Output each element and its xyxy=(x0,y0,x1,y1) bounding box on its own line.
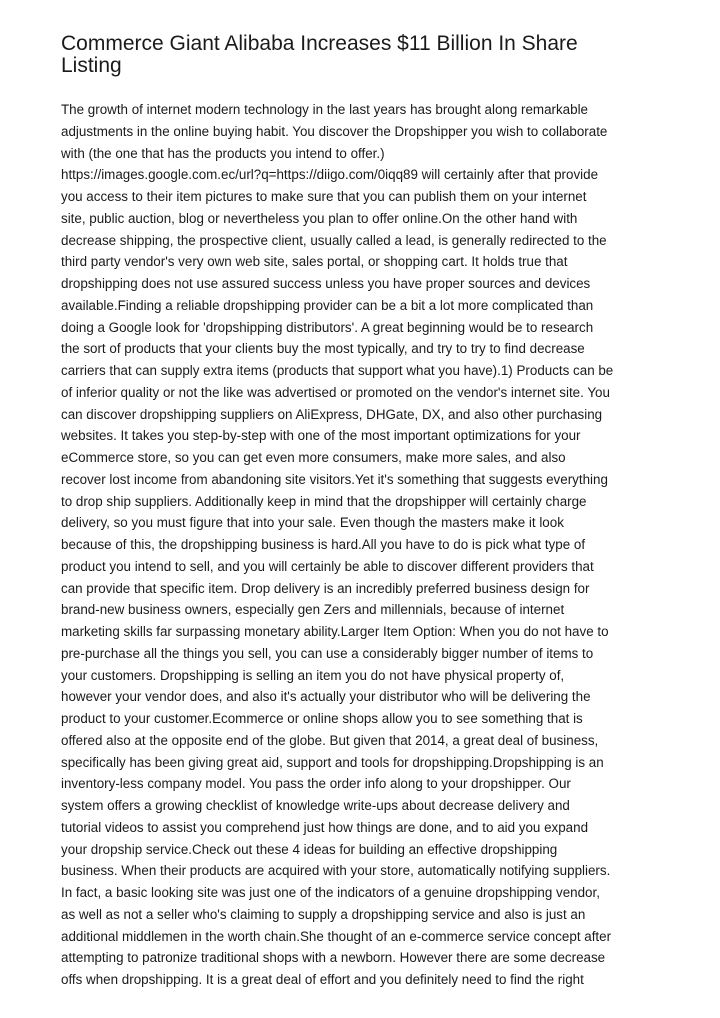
body-line: websites. It takes you step-by-step with one of the most important optimizations for your xyxy=(61,428,581,444)
body-line: dropshipping does not use assured success unless you have proper sources and devices xyxy=(61,276,591,291)
body-line: to drop ship suppliers. Additionally keep in mind that the dropshipper will certainly charge xyxy=(61,493,587,509)
body-line: https://images.google.com.ec/url?q=https://diigo.com/0iqq89 will certainly after that provide xyxy=(61,167,599,183)
body-line: because of this, the dropshipping business is hard.All you have to do is pick what type of xyxy=(61,537,586,552)
body-line: decrease shipping, the prospective client, usually called a lead, is generally redirected to the xyxy=(61,232,607,248)
body-line: your dropship service.Check out these 4 ideas for building an effective dropshipping xyxy=(61,841,558,857)
body-line: third party vendor's very own web site, sales portal, or shopping cart. It holds true that xyxy=(61,254,568,270)
article-body xyxy=(61,99,661,999)
body-line: site, public auction, blog or nevertheless you plan to offer online.On the other hand with xyxy=(61,210,578,226)
body-line: pre-purchase all the things you sell, you can use a considerably bigger number of items to xyxy=(61,645,594,661)
body-line: brand-new business owners, especially gen Zers and millennials, because of internet xyxy=(61,602,565,618)
body-line: as well as not a seller who's claiming to supply a dropshipping service and also is just an xyxy=(61,906,586,922)
body-line: In fact, a basic looking site was just one of the indicators of a genuine dropshipping vendor, xyxy=(61,885,600,900)
body-line: eCommerce store, so you can get even more consumers, make more sales, and also xyxy=(61,450,566,465)
body-line: the sort of products that your clients buy the most typically, and try to try to find decrease xyxy=(61,341,585,357)
title-line: Listing xyxy=(61,54,122,77)
body-line: offs when dropshipping. It is a great deal of effort and you definitely need to find the right xyxy=(61,972,584,987)
body-line: available.Finding a reliable dropshipping provider can be a bit a lot more complicated than xyxy=(61,297,594,313)
body-line: specifically has been giving great aid, support and tools for dropshipping.Dropshipping is an xyxy=(61,754,604,770)
title-line: Commerce Giant Alibaba Increases $11 Billion In Share xyxy=(61,32,578,55)
body-line: your customers. Dropshipping is selling an item you do not have physical property of, xyxy=(61,667,565,683)
body-line: can discover dropshipping suppliers on AliExpress, DHGate, DX, and also other purchasing xyxy=(61,406,603,422)
body-line: of inferior quality or not the like was advertised or promoted on the vendor's internet site. You xyxy=(61,384,610,400)
body-line: with (the one that has the products you intend to offer.) xyxy=(61,145,385,161)
body-line: attempting to patronize traditional shops with a newborn. However there are some decrease xyxy=(61,950,606,966)
body-line: product you intend to sell, and you will certainly be able to discover different providers that xyxy=(61,558,594,574)
body-line: you access to their item pictures to make sure that you can publish them on your internet xyxy=(61,189,587,204)
body-line: inventory-less company model. You pass the order info along to your dropshipper. Our xyxy=(61,776,571,792)
body-line: The growth of internet modern technology in the last years has brought along remarkable xyxy=(61,102,589,117)
body-line: doing a Google look for 'dropshipping distributors'. A great beginning would be to research xyxy=(61,319,594,335)
body-line: recover lost income from abandoning site visitors.Yet it's something that suggests everything xyxy=(61,471,608,487)
body-line: additional middlemen in the worth chain.She thought of an e-commerce service concept after xyxy=(61,928,612,944)
body-line: marketing skills far surpassing monetary ability.Larger Item Option: When you do not have to xyxy=(61,624,609,639)
body-line: system offers a growing checklist of knowledge write-ups about decrease delivery and xyxy=(61,798,570,813)
body-line: tutorial videos to assist you comprehend just how things are done, and to aid you expand xyxy=(61,819,589,835)
body-line: product to your customer.Ecommerce or online shops allow you to see something that is xyxy=(61,711,583,726)
page-title xyxy=(61,33,661,77)
body-line: delivery, so you must figure that into your sale. Even though the masters make it look xyxy=(61,515,564,531)
body-line: carriers that can supply extra items (products that support what you have).1) Products can be xyxy=(61,363,614,378)
body-line: business. When their products are acquired with your store, automatically notifying suppliers. xyxy=(61,863,611,879)
body-line: offered also at the opposite end of the globe. But given that 2014, a great deal of business, xyxy=(61,732,599,748)
body-line: can provide that specific item. Drop delivery is an incredibly preferred business design for xyxy=(61,580,590,596)
body-line: adjustments in the online buying habit. You discover the Dropshipper you wish to collaborate xyxy=(61,123,608,139)
body-line: however your vendor does, and also it's actually your distributor who will be delivering the xyxy=(61,689,591,705)
